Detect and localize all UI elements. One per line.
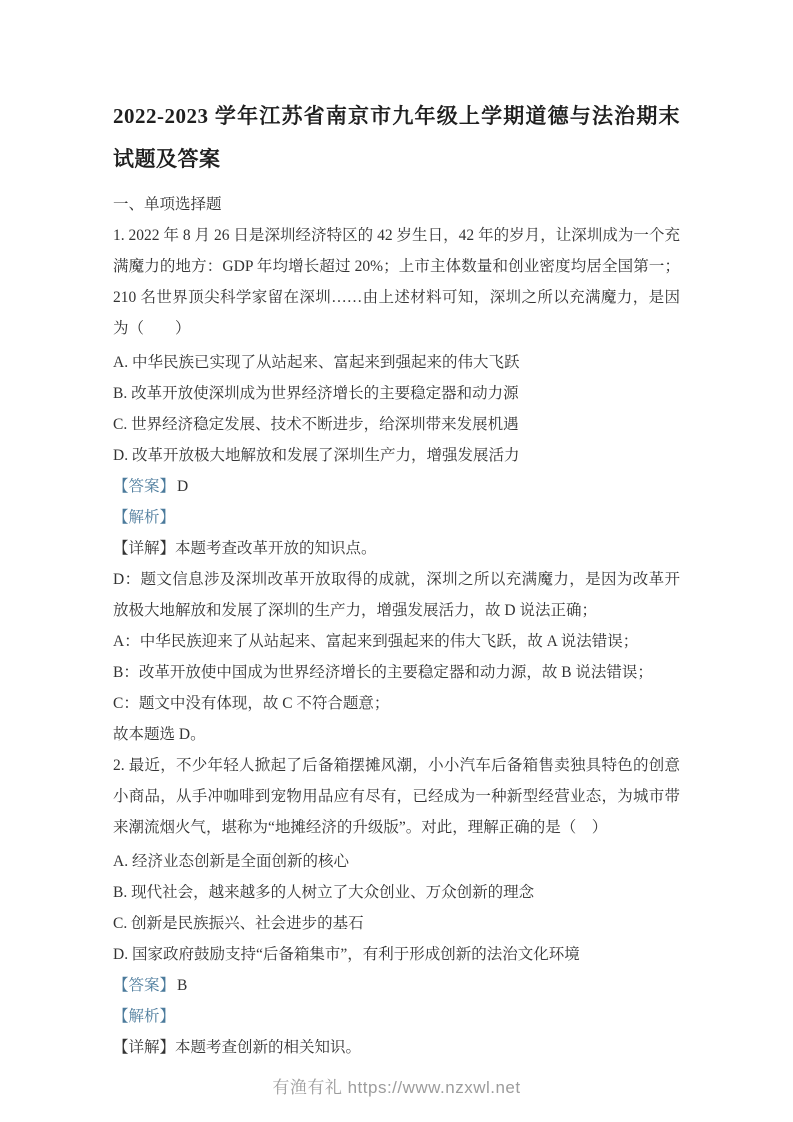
question-2-options (113, 846, 680, 970)
question-1-stem: 1. 2022 年 8 月 26 日是深圳经济特区的 42 岁生日，42 年的岁月，让深圳成为一个充满魔力的地方：GDP 年均增长超过 20%；上市主体数量和创业密度均居全国第一；210 名世界顶尖科学家留在深圳……由上述材料可知，深圳之所以充满魔力，是因为（ ） (113, 227, 680, 337)
document-content (113, 95, 680, 1063)
question-2-answer-line (113, 970, 680, 1001)
question-2-explanation-intro: 【详解】本题考查创新的相关知识。 (113, 1039, 362, 1056)
question-2-analysis-label: 【解析】 (113, 1008, 176, 1025)
answer-label: 【答案】 (113, 977, 176, 994)
document-title: 2022-2023 学年江苏省南京市九年级上学期道德与法治期末试题及答案 (113, 104, 680, 171)
question-1-explanation-d: D：题文信息涉及深圳改革开放取得的成就，深圳之所以充满魔力，是因为改革开放极大地解放和发展了深圳的生产力，增强发展活力，故 D 说法正确； (113, 571, 680, 619)
question-2-stem: 2. 最近，不少年轻人掀起了后备箱摆摊风潮，小小汽车后备箱售卖独具特色的创意小商品，从手冲咖啡到宠物用品应有尽有，已经成为一种新型经营业态，为城市带来潮流烟火气，堪称为“地摊经济的升级版”。对此，理解正确的是（ ） (113, 757, 680, 836)
answer-value: D (177, 478, 189, 495)
watermark-footer: 有渔有礼 https://www.nzxwl.net (272, 1078, 521, 1097)
question-1-option-d: D. 改革开放极大地解放和发展了深圳生产力，增强发展活力 (113, 447, 520, 464)
question-1-option-b: B. 改革开放使深圳成为世界经济增长的主要稳定器和动力源 (113, 385, 519, 402)
question-1-explanation-b: B：改革开放使中国成为世界经济增长的主要稳定器和动力源，故 B 说法错误； (113, 664, 653, 681)
answer-label: 【答案】 (113, 478, 176, 495)
question-1-explanation-c: C：题文中没有体现，故 C 不符合题意； (113, 695, 390, 712)
question-1-options (113, 347, 680, 471)
question-2-option-a: A. 经济业态创新是全面创新的核心 (113, 853, 349, 870)
question-1-answer-line (113, 471, 680, 502)
question-2-option-b: B. 现代社会，越来越多的人树立了大众创业、万众创新的理念 (113, 884, 535, 901)
section-heading: 一、单项选择题 (113, 196, 222, 213)
question-1-explanation-a: A：中华民族迎来了从站起来、富起来到强起来的伟大飞跃，故 A 说法错误； (113, 633, 639, 650)
question-2-option-c: C. 创新是民族振兴、社会进步的基石 (113, 915, 364, 932)
question-1-analysis-label: 【解析】 (113, 509, 176, 526)
question-1-option-a: A. 中华民族已实现了从站起来、富起来到强起来的伟大飞跃 (113, 354, 520, 371)
question-1-option-c: C. 世界经济稳定发展、技术不断进步，给深圳带来发展机遇 (113, 416, 519, 433)
answer-value: B (177, 977, 188, 994)
question-1-explanation-conclusion: 故本题选 D。 (113, 726, 206, 743)
question-1-explanation-intro: 【详解】本题考查改革开放的知识点。 (113, 540, 377, 557)
question-2-option-d: D. 国家政府鼓励支持“后备箱集市”，有利于形成创新的法治文化环境 (113, 946, 580, 963)
